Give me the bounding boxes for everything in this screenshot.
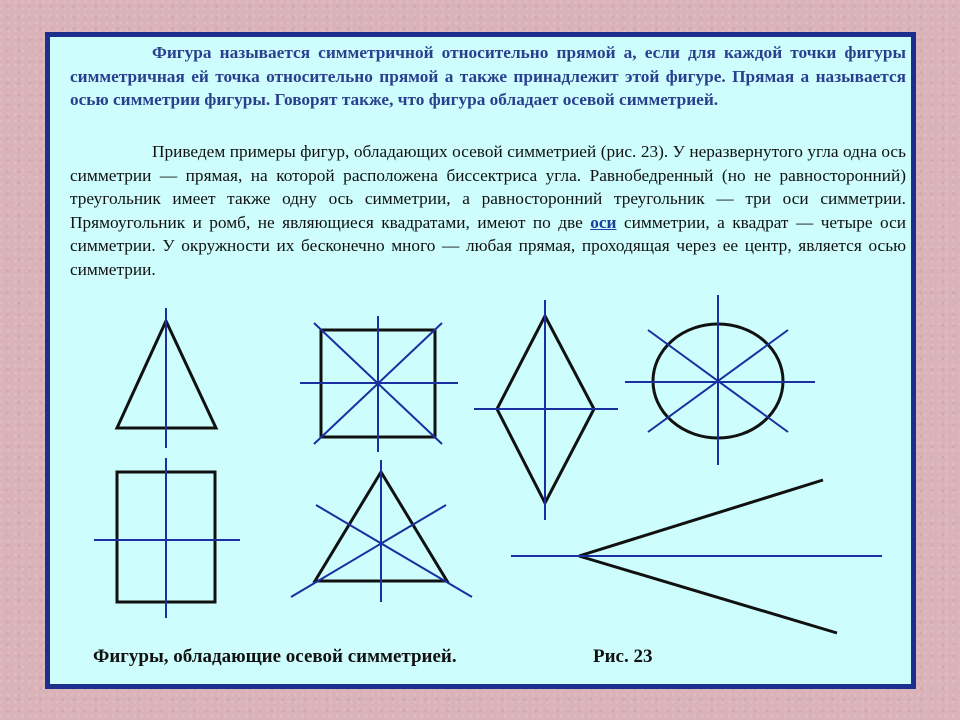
equilateral-triangle-axis-3 [291, 505, 446, 597]
angle-ray-lower [579, 556, 837, 633]
square-figure [300, 316, 458, 452]
equilateral-triangle-axis-2 [316, 505, 472, 597]
symmetry-figures [50, 37, 911, 684]
equilateral-triangle-figure [291, 460, 472, 602]
circle-figure [625, 295, 815, 465]
figure-caption: Фигуры, обладающие осевой симметрией. [93, 646, 457, 667]
angle-ray-upper [579, 480, 823, 556]
isosceles-triangle-figure [117, 308, 216, 448]
rhombus-figure [474, 300, 618, 520]
angle-figure [511, 480, 882, 633]
rectangle-figure [94, 458, 240, 618]
examples-text-part1: Приведем примеры фигур, обладающих осевой симметрией (рис. 23). У неразвернутого угла одна ось симметрии — прямая, на которой расположена биссектриса угла. Равнобедренный (но не равносторонний) треугольник имеет также одну ось симметрии, а равносторонний треугольник — три оси симметрии. Прямоугольник и ромб, не являющиеся квадратами, имеют по две [70, 142, 906, 232]
axes-link[interactable]: оси [590, 212, 617, 232]
figure-number: Рис. 23 [593, 646, 653, 667]
definition-paragraph: Фигура называется симметричной относительно прямой а, если для каждой точки фигуры симметричная ей точка относительно прямой а также принадлежит этой фигуре. Прямая а называется осью симметрии фигуры. Говорят также, что фигура обладает осевой симметрией. [70, 43, 906, 109]
examples-text-part2: симметрии, а квадрат — четыре оси симметрии. У окружности их бесконечно много — любая прямая, проходящая через ее центр, является осью симметрии. [70, 212, 907, 279]
figure-panel [45, 32, 916, 689]
